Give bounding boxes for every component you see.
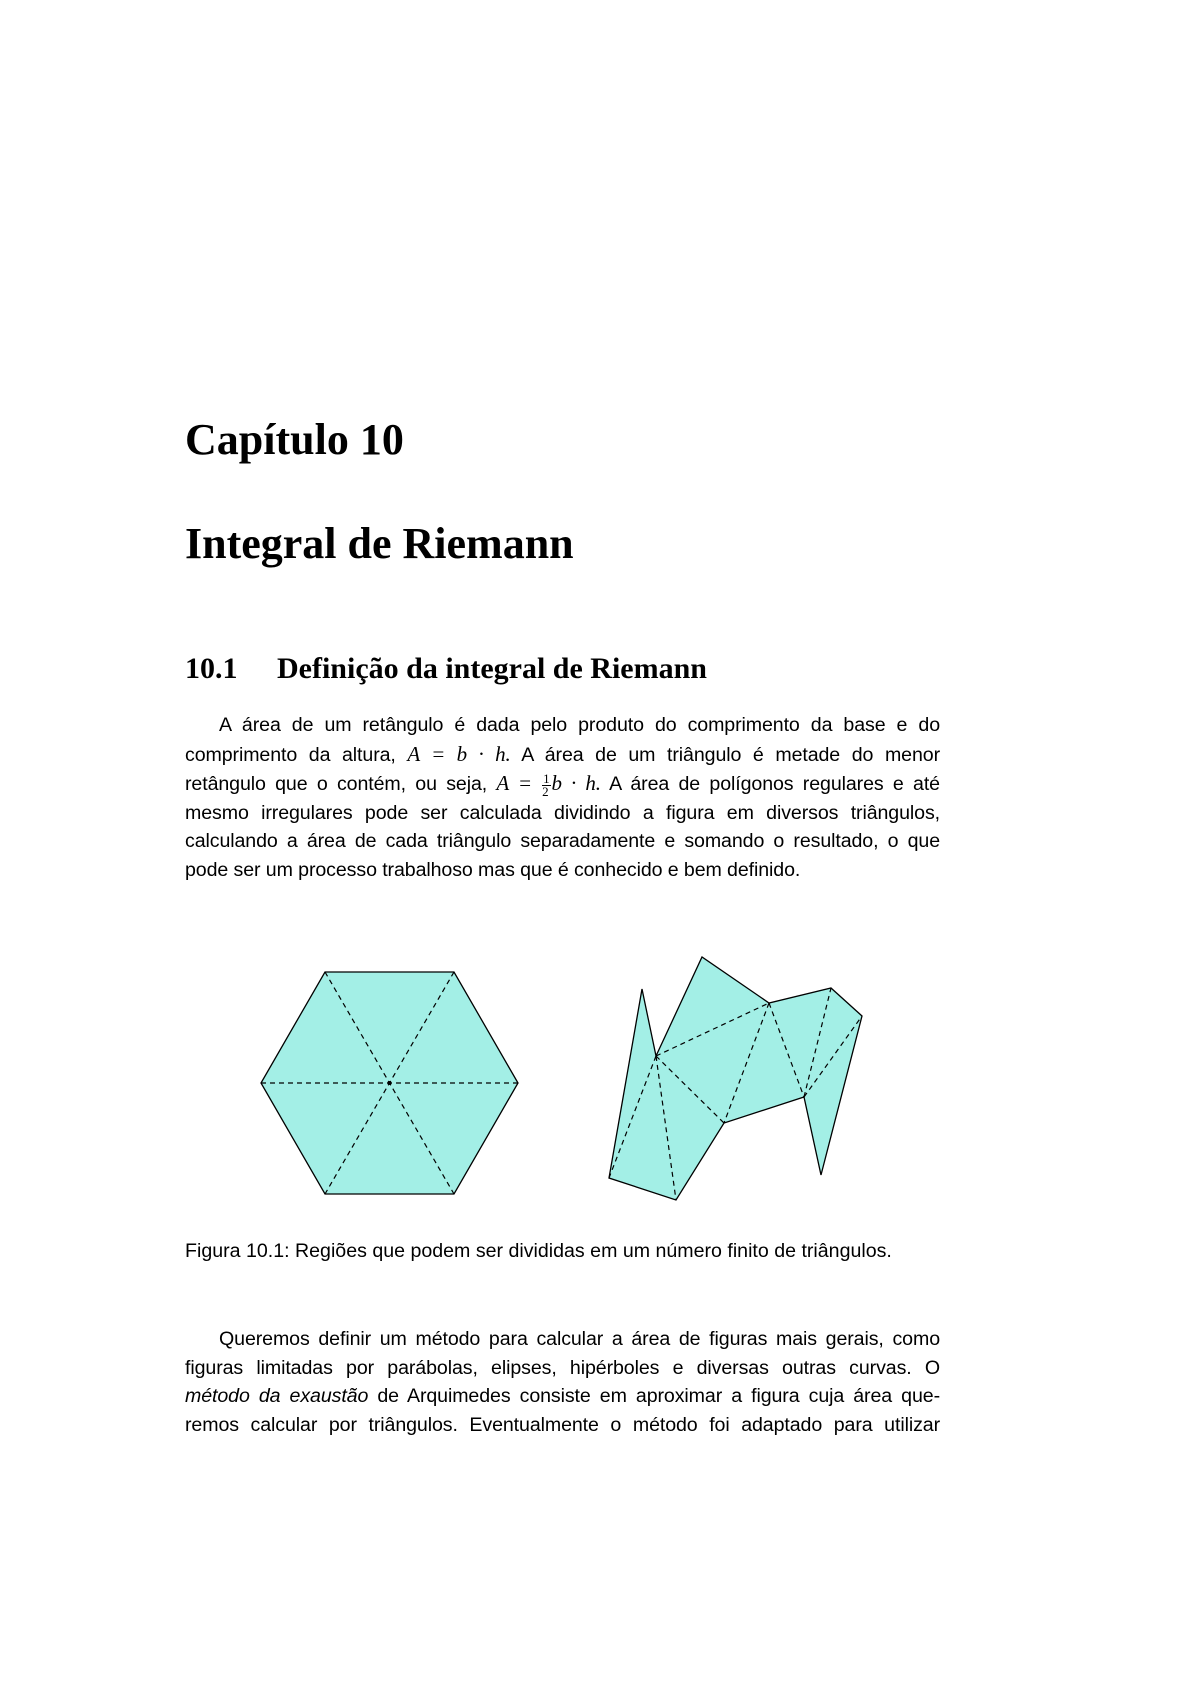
paragraph-line: A área de um retângulo é dada pelo produto do comprimento da base e do <box>219 714 940 736</box>
fraction-denominator: 2 <box>542 783 549 799</box>
triangle-area-formula-rhs: b · h. <box>551 771 601 796</box>
chapter-label: Capítulo 10 <box>185 415 404 464</box>
section-title: Definição da integral de Riemann <box>277 652 707 685</box>
section-heading <box>185 654 707 684</box>
chapter-title: Integral de Riemann <box>185 519 574 568</box>
section-number: 10.1 <box>185 652 238 685</box>
fraction-one-half <box>542 770 550 799</box>
paragraph-text: A área de polígonos regulares e até <box>600 773 940 796</box>
paragraph-line: pode ser um processo trabalhoso mas que é conhecido e bem definido. <box>185 858 801 881</box>
irregular-polygon-shape <box>609 957 862 1200</box>
figure-caption: Figura 10.1: Regiões que podem ser divididas em um número finito de triângulos. <box>185 1240 892 1262</box>
paragraph-line <box>185 740 940 770</box>
paragraph-line: remos calcular por triângulos. Eventualmente o método foi adaptado para utilizar <box>185 1413 940 1436</box>
paragraph-line <box>185 769 940 799</box>
irregular-polygon-region <box>609 957 862 1200</box>
paragraph-line <box>185 1382 940 1411</box>
fraction-numerator: 1 <box>543 770 550 786</box>
triangulated-regions-figure <box>240 950 880 1220</box>
paragraph-text: A área de um triângulo é metade do menor <box>510 743 940 766</box>
paragraph-text: comprimento da altura, <box>185 743 408 766</box>
paragraph-line: mesmo irregulares pode ser calculada dividindo a figura em diversos triângulos, <box>185 801 940 824</box>
paragraph-area-definition <box>185 711 940 885</box>
emphasized-term: método da exaustão <box>185 1385 369 1408</box>
triangle-area-formula-lhs: A = <box>496 771 542 796</box>
paragraph-line: figuras limitadas por parábolas, elipses, hipérboles e diversas outras curvas. O <box>185 1356 940 1379</box>
paragraph-exhaustion-method <box>185 1325 940 1439</box>
rectangle-area-formula: A = b · h. <box>407 741 511 766</box>
hexagon-region <box>261 972 518 1194</box>
paragraph-line: Queremos definir um método para calcular a área de figuras mais gerais, como <box>219 1328 940 1350</box>
hexagon-center-point <box>388 1081 392 1085</box>
paragraph-line: calculando a área de cada triângulo separadamente e somando o resultado, o que <box>185 830 940 853</box>
paragraph-text: de Arquimedes consiste em aproximar a figura cuja área que- <box>368 1385 940 1408</box>
paragraph-text: retângulo que o contém, ou seja, <box>185 773 497 796</box>
